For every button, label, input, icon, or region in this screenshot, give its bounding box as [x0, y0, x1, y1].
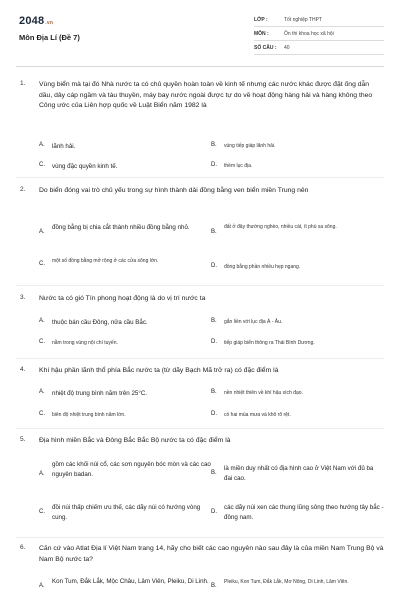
option-letter: D. — [211, 263, 217, 269]
option-text: đồng bằng bị chia cắt thành nhiều đồng bằng nhỏ. — [52, 224, 190, 231]
option-letter: B. — [211, 470, 217, 476]
meta-value: Tốt nghiệp THPT — [284, 16, 322, 23]
option-text: là miền duy nhất có địa hình cao ở Việt Nam với đủ ba đai cao. — [224, 465, 374, 482]
option-text: gồm các khối núi cổ, các sơn nguyên bóc mòn và các cao nguyên badan. — [52, 461, 211, 478]
option-letter: D. — [211, 411, 217, 417]
question-number: 4. — [20, 366, 26, 373]
meta-key: MÔN : — [254, 30, 269, 37]
exam-meta-table — [254, 13, 384, 55]
option-text: biên độ nhiệt trung bình năm lớn. — [52, 412, 126, 418]
option-letter: A. — [39, 142, 45, 148]
meta-key: LỚP : — [254, 16, 268, 23]
question-text: Căn cứ vào Atlat Địa lí Việt Nam trang 14, hãy cho biết các cao nguyên nào sau đây là của miền Nam Trung Bộ và Nam Bộ nước ta? — [39, 545, 384, 563]
question-divider — [16, 177, 384, 178]
option-text: đồi núi thấp chiếm ưu thế, các dãy núi có hướng vòng cung. — [52, 504, 201, 521]
option-letter: D. — [211, 339, 217, 345]
site-logo[interactable] — [19, 15, 53, 27]
question-divider — [16, 285, 384, 286]
page-header — [0, 0, 400, 64]
meta-row-subject — [254, 27, 384, 41]
header-divider — [16, 66, 384, 67]
option-letter: C. — [39, 411, 45, 417]
option-text: vùng tiếp giáp lãnh hải. — [224, 143, 276, 149]
option-text: một số đồng bằng mở rộng ở các cửa sông lớn. — [52, 258, 159, 264]
question-5 — [20, 436, 384, 534]
logo-main: 2048 — [19, 15, 45, 27]
option-text: nền nhiệt thiên về khí hậu xích đạo. — [224, 390, 303, 396]
option-text: vùng đặc quyền kinh tế. — [52, 163, 118, 170]
question-number: 1. — [20, 80, 26, 87]
question-4 — [20, 366, 384, 426]
option-text: nhiệt độ trung bình năm trên 25°C. — [52, 390, 148, 397]
option-letter: C. — [39, 509, 45, 515]
option-text: Kon Tum, Đắk Lắk, Mộc Châu, Lâm Viên, Pleiku, Di Linh. — [52, 578, 209, 585]
option-letter: D. — [211, 509, 217, 515]
option-text: Pleiku, Kon Tum, Đắk Lắk, Mơ Nông, Di Linh, Lâm Viên. — [224, 579, 349, 585]
question-number: 5. — [20, 436, 26, 443]
option-text: các dãy núi xen các thung lũng sông theo hướng tây bắc - đông nam. — [224, 504, 384, 521]
meta-key: SỐ CÂU : — [254, 44, 277, 51]
option-letter: B. — [211, 142, 217, 148]
logo-tld: .vn — [45, 20, 54, 26]
option-letter: C. — [39, 339, 45, 345]
meta-row-class — [254, 13, 384, 27]
question-text: Nước ta có gió Tín phong hoạt động là do vị trí nước ta — [39, 295, 206, 302]
meta-value: Ôn thi khoa học xã hội — [284, 30, 334, 37]
question-6 — [20, 544, 384, 600]
question-divider — [16, 537, 384, 538]
option-letter: C. — [39, 261, 45, 267]
option-letter: A. — [39, 318, 45, 324]
option-letter: B. — [211, 583, 217, 589]
question-text: Do biển đóng vai trò chủ yếu trong sự hình thành dải đồng bằng ven biển miền Trung nên — [39, 187, 309, 194]
option-letter: A. — [39, 389, 45, 395]
question-text: Vùng biển mà tại đó Nhà nước ta có chủ quyền hoàn toàn về kinh tế nhưng các nước khác được đặt ống dẫn dầu, dây cáp ngầm và tàu thuyền, máy bay nước ngoài được tự do về hoạt động hàng hải và hàng không theo Công ước của Liên hợp quốc về Luật Biển năm 1982 là — [39, 81, 373, 109]
question-divider — [16, 428, 384, 429]
option-text: có hai mùa mưa và khô rõ rệt. — [224, 412, 291, 418]
option-letter: A. — [39, 583, 45, 589]
option-text: đất ở đây thường nghèo, nhiều cát, ít phù sa sông. — [224, 224, 337, 230]
option-letter: A. — [39, 229, 45, 235]
option-letter: C. — [39, 162, 45, 168]
question-number: 3. — [20, 294, 26, 301]
option-letter: A. — [39, 471, 45, 477]
question-text: Khí hậu phần lãnh thổ phía Bắc nước ta (từ dãy Bạch Mã trở ra) có đặc điểm là — [39, 367, 279, 374]
option-text: đồng bằng phần nhiều hẹp ngang. — [224, 264, 301, 270]
option-text: lãnh hải. — [52, 143, 76, 150]
option-text: tiếp giáp biển thông ra Thái Bình Dương. — [224, 340, 315, 346]
question-3 — [20, 294, 384, 354]
option-text: thềm lục địa. — [224, 163, 253, 169]
option-letter: D. — [211, 162, 217, 168]
question-2 — [20, 186, 384, 286]
option-text: gắn liền với lục địa Á - Âu. — [224, 319, 283, 325]
question-1 — [20, 80, 384, 180]
question-text: Địa hình miền Bắc và Đông Bắc Bắc Bộ nước ta có đặc điểm là — [39, 437, 231, 444]
question-number: 2. — [20, 186, 26, 193]
option-letter: B. — [211, 389, 217, 395]
subject-title: Môn Địa Lí (Đề 7) — [19, 33, 80, 42]
option-letter: B. — [211, 229, 217, 235]
meta-row-count — [254, 41, 384, 55]
question-divider — [16, 358, 384, 359]
option-letter: B. — [211, 318, 217, 324]
option-text: thuộc bán cầu Đông, nửa cầu Bắc. — [52, 319, 148, 326]
option-text: nằm trong vùng nội chí tuyến. — [52, 340, 118, 346]
question-number: 6. — [20, 544, 26, 551]
meta-value: 40 — [284, 44, 290, 51]
